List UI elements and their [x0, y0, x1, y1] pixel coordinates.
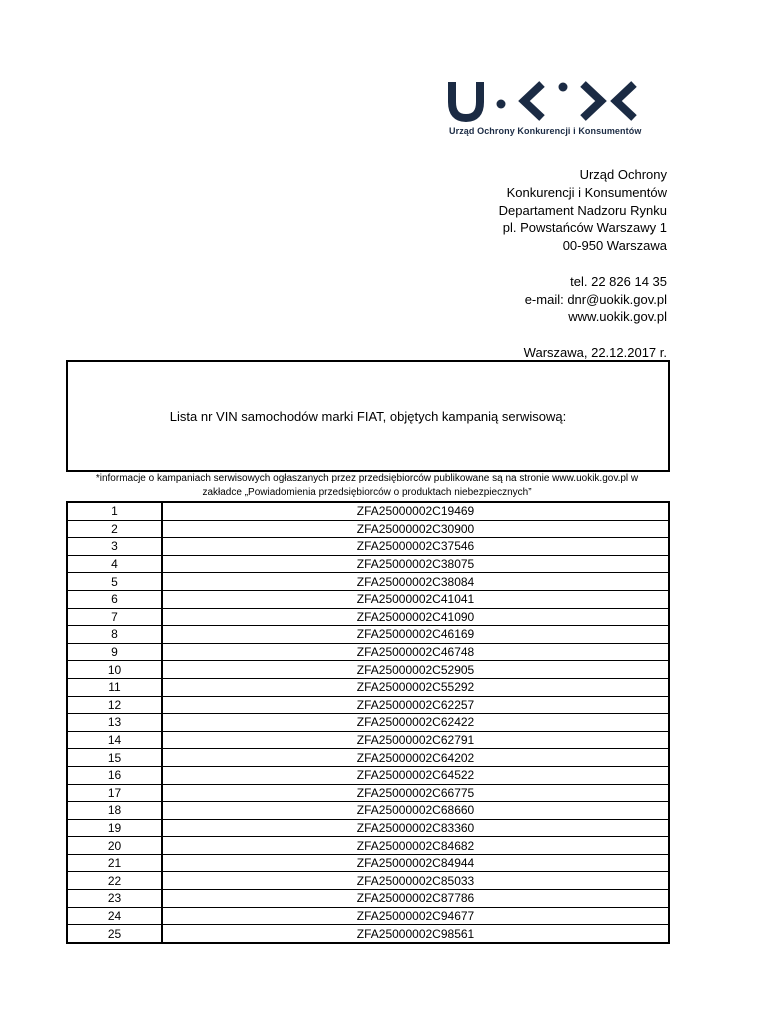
row-number: 23 — [67, 890, 162, 908]
footnote-line: *informacje o kampaniach serwisowych ogłaszanych przez przedsiębiorców publikowane są na stronie www.uokik.gov.pl w — [95, 473, 639, 484]
row-number: 24 — [67, 907, 162, 925]
table-row — [67, 520, 669, 538]
address-block — [347, 166, 667, 362]
row-number: 14 — [67, 731, 162, 749]
row-number: 2 — [67, 520, 162, 538]
vin-cell: ZFA25000002C94677 — [162, 907, 669, 925]
vin-cell: ZFA25000002C66775 — [162, 784, 669, 802]
vin-cell: ZFA25000002C37546 — [162, 538, 669, 556]
table-row — [67, 678, 669, 696]
vin-table-body — [67, 502, 669, 943]
table-row — [67, 819, 669, 837]
table-row — [67, 643, 669, 661]
table-row — [67, 590, 669, 608]
vin-cell: ZFA25000002C41090 — [162, 608, 669, 626]
row-number: 11 — [67, 678, 162, 696]
vin-cell: ZFA25000002C41041 — [162, 590, 669, 608]
table-row — [67, 573, 669, 591]
row-number: 6 — [67, 590, 162, 608]
row-number: 8 — [67, 626, 162, 644]
spacer — [347, 326, 667, 344]
vin-cell: ZFA25000002C62257 — [162, 696, 669, 714]
row-number: 20 — [67, 837, 162, 855]
vin-cell: ZFA25000002C46169 — [162, 626, 669, 644]
table-row — [67, 555, 669, 573]
table-row — [67, 714, 669, 732]
vin-table — [66, 501, 670, 944]
row-number: 18 — [67, 802, 162, 820]
email-line: e-mail: dnr@uokik.gov.pl — [524, 291, 667, 307]
spacer — [347, 255, 667, 273]
table-row — [67, 538, 669, 556]
table-row — [67, 766, 669, 784]
vin-cell: ZFA25000002C84682 — [162, 837, 669, 855]
row-number: 13 — [67, 714, 162, 732]
row-number: 7 — [67, 608, 162, 626]
table-row — [67, 837, 669, 855]
table-row — [67, 696, 669, 714]
table-row — [67, 502, 669, 520]
table-row — [67, 661, 669, 679]
address-line: pl. Powstańców Warszawy 1 — [502, 220, 667, 236]
row-number: 12 — [67, 696, 162, 714]
row-number: 25 — [67, 925, 162, 943]
row-number: 16 — [67, 766, 162, 784]
row-number: 9 — [67, 643, 162, 661]
footnote — [62, 472, 672, 499]
vin-cell: ZFA25000002C30900 — [162, 520, 669, 538]
address-line: Konkurencji i Konsumentów — [506, 184, 667, 200]
vin-cell: ZFA25000002C84944 — [162, 854, 669, 872]
address-line: Departament Nadzoru Rynku — [498, 202, 667, 218]
vin-cell: ZFA25000002C83360 — [162, 819, 669, 837]
uokik-logo-mark — [446, 76, 668, 126]
row-number: 4 — [67, 555, 162, 573]
vin-cell: ZFA25000002C46748 — [162, 643, 669, 661]
vin-cell: ZFA25000002C64202 — [162, 749, 669, 767]
table-row — [67, 802, 669, 820]
vin-cell: ZFA25000002C38075 — [162, 555, 669, 573]
table-row — [67, 925, 669, 943]
vin-cell: ZFA25000002C87786 — [162, 890, 669, 908]
row-number: 19 — [67, 819, 162, 837]
vin-cell: ZFA25000002C64522 — [162, 766, 669, 784]
table-row — [67, 784, 669, 802]
phone-line: tel. 22 826 14 35 — [570, 273, 667, 289]
table-row — [67, 872, 669, 890]
row-number: 5 — [67, 573, 162, 591]
address-line: Urząd Ochrony — [579, 167, 667, 182]
row-number: 1 — [67, 502, 162, 520]
table-row — [67, 608, 669, 626]
row-number: 21 — [67, 854, 162, 872]
vin-cell: ZFA25000002C55292 — [162, 678, 669, 696]
vin-cell: ZFA25000002C85033 — [162, 872, 669, 890]
vin-cell: ZFA25000002C68660 — [162, 802, 669, 820]
table-row — [67, 854, 669, 872]
vin-cell: ZFA25000002C19469 — [162, 502, 669, 520]
date-line: Warszawa, 22.12.2017 r. — [523, 344, 667, 360]
list-title: Lista nr VIN samochodów marki FIAT, objętych kampanią serwisową: — [169, 408, 567, 424]
row-number: 17 — [67, 784, 162, 802]
logo-caption: Urząd Ochrony Konkurencji i Konsumentów — [449, 126, 642, 136]
row-number: 15 — [67, 749, 162, 767]
footnote-line: zakładce „Powiadomienia przedsiębiorców o produktach niebezpiecznych” — [202, 486, 532, 498]
vin-cell: ZFA25000002C62422 — [162, 714, 669, 732]
vin-cell: ZFA25000002C52905 — [162, 661, 669, 679]
table-row — [67, 731, 669, 749]
address-line: 00-950 Warszawa — [562, 238, 667, 254]
table-row — [67, 749, 669, 767]
table-row — [67, 907, 669, 925]
table-row — [67, 890, 669, 908]
vin-cell: ZFA25000002C38084 — [162, 573, 669, 591]
row-number: 3 — [67, 538, 162, 556]
vin-cell: ZFA25000002C98561 — [162, 925, 669, 943]
row-number: 22 — [67, 872, 162, 890]
vin-cell: ZFA25000002C62791 — [162, 731, 669, 749]
list-title-box — [66, 360, 670, 472]
uokik-logo — [446, 76, 668, 142]
table-row — [67, 626, 669, 644]
row-number: 10 — [67, 661, 162, 679]
website-line: www.uokik.gov.pl — [568, 309, 667, 325]
